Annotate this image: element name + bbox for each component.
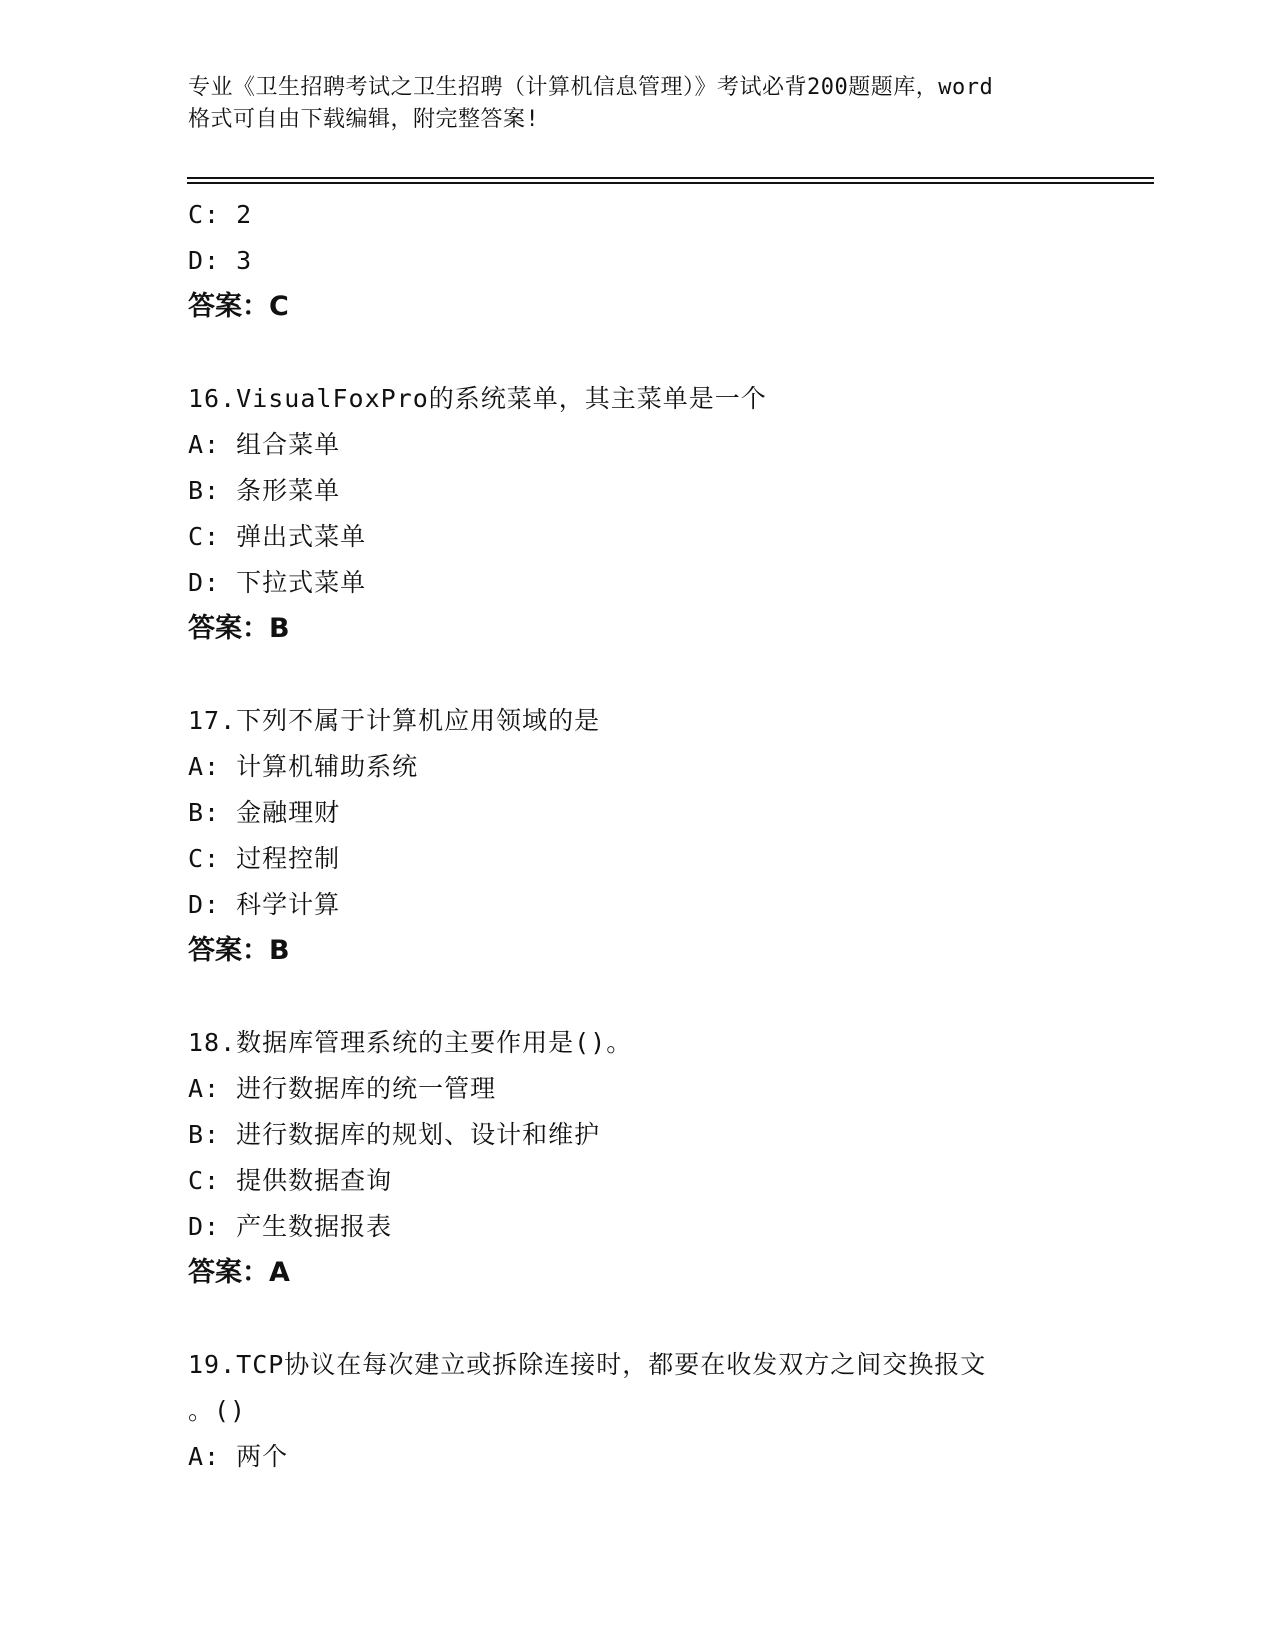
question-title: 18.数据库管理系统的主要作用是()。 [188, 1028, 633, 1057]
header-line-1: 专业《卫生招聘考试之卫生招聘（计算机信息管理）》考试必背200题题库，word [188, 75, 994, 100]
question-title: 19.TCP协议在每次建立或拆除连接时，都要在收发双方之间交换报文 [188, 1350, 987, 1379]
question-18 [188, 1020, 1088, 1296]
question-16 [188, 376, 1088, 652]
option-d: D: 下拉式菜单 [188, 568, 367, 597]
answer: 答案：B [188, 935, 290, 966]
question-19 [188, 1342, 1088, 1480]
option-b: B: 条形菜单 [188, 476, 341, 505]
question-title: 16.VisualFoxPro的系统菜单，其主菜单是一个 [188, 384, 767, 413]
option-c: C: 弹出式菜单 [188, 522, 367, 551]
header-divider-bottom [187, 182, 1154, 184]
answer: 答案：C [188, 291, 289, 322]
option-b: B: 金融理财 [188, 798, 341, 827]
option-a: A: 计算机辅助系统 [188, 752, 419, 781]
option-c: C: 提供数据查询 [188, 1166, 393, 1195]
spacer [188, 652, 1088, 698]
option-d: D: 产生数据报表 [188, 1212, 393, 1241]
option-a: A: 进行数据库的统一管理 [188, 1074, 497, 1103]
option-c: C: 过程控制 [188, 844, 341, 873]
header-line-2: 格式可自由下载编辑，附完整答案! [188, 107, 540, 132]
option-d: D: 3 [188, 246, 253, 275]
option-d: D: 科学计算 [188, 890, 341, 919]
spacer [188, 974, 1088, 1020]
question-17 [188, 698, 1088, 974]
answer: 答案：A [188, 1257, 290, 1288]
answer: 答案：B [188, 613, 290, 644]
option-a: A: 两个 [188, 1442, 289, 1471]
question-list [188, 192, 1088, 1480]
option-c: C: 2 [188, 200, 253, 229]
spacer [188, 330, 1088, 376]
question-title: 17.下列不属于计算机应用领域的是 [188, 706, 601, 735]
spacer [188, 1296, 1088, 1342]
header-divider-top [187, 177, 1154, 179]
question-title-continued: 。() [188, 1396, 247, 1425]
question-15-continuation [188, 192, 1088, 330]
option-a: A: 组合菜单 [188, 430, 341, 459]
option-b: B: 进行数据库的规划、设计和维护 [188, 1120, 601, 1149]
document-header [188, 72, 1088, 136]
